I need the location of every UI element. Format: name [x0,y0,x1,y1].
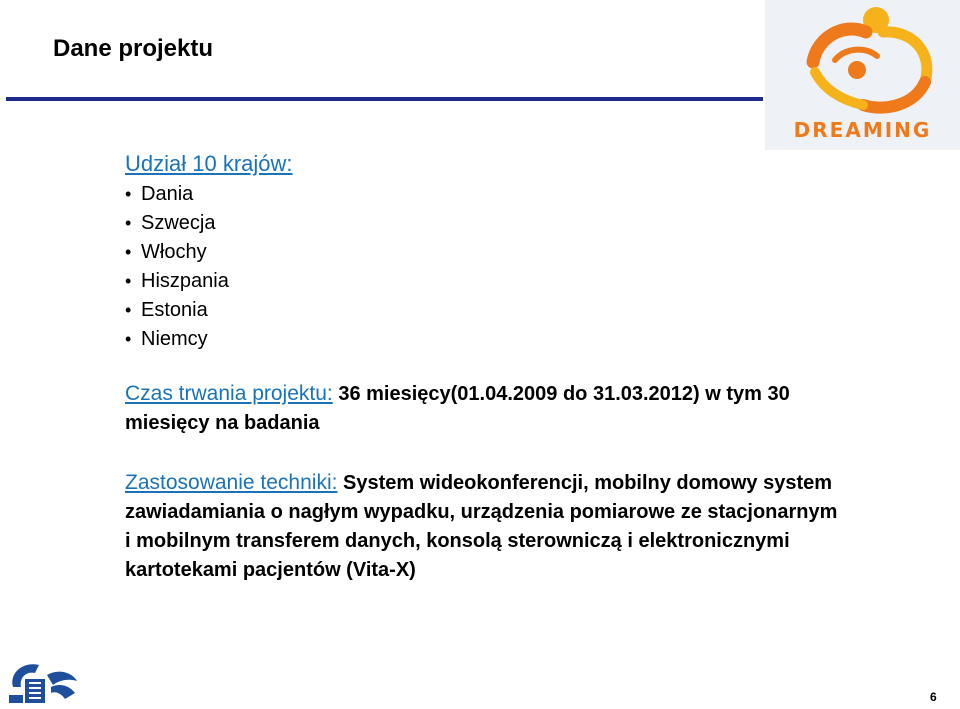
slide-title: Dane projektu [53,35,214,62]
page-number: 6 [930,690,937,704]
country-item: • Niemcy [125,325,845,354]
country-item: • Dania [125,180,845,209]
countries-heading: Udział 10 krajów: [125,151,293,176]
application-label: Zastosowanie techniki: [125,471,338,494]
title-divider [6,97,763,101]
logo-wordmark: DREAMING [793,118,932,142]
application-text: System wideokonferencji, mobilny domowy system zawiadamiania o nagłym wypadku, urządzenia pomiarowe ze stacjonarnym i mobilnym transferem danych, konsolą sterowniczą i elektronicznymi kartotekami pacjentów (Vita-X) [125,472,838,581]
application-paragraph [125,468,845,585]
duration-paragraph [125,379,845,438]
country-item: • Włochy [125,238,845,267]
country-item: • Estonia [125,296,845,325]
country-item: • Szwecja [125,209,845,238]
duration-text: 36 miesięcy(01.04.2009 do 31.03.2012) w tym 30 miesięcy na badania [125,383,790,434]
dreaming-logo [765,0,960,150]
organization-logo-icon [5,657,85,705]
duration-label: Czas trwania projektu: [125,382,333,405]
country-item: • Hiszpania [125,267,845,296]
slide-content [125,150,845,585]
countries-list [125,180,845,354]
